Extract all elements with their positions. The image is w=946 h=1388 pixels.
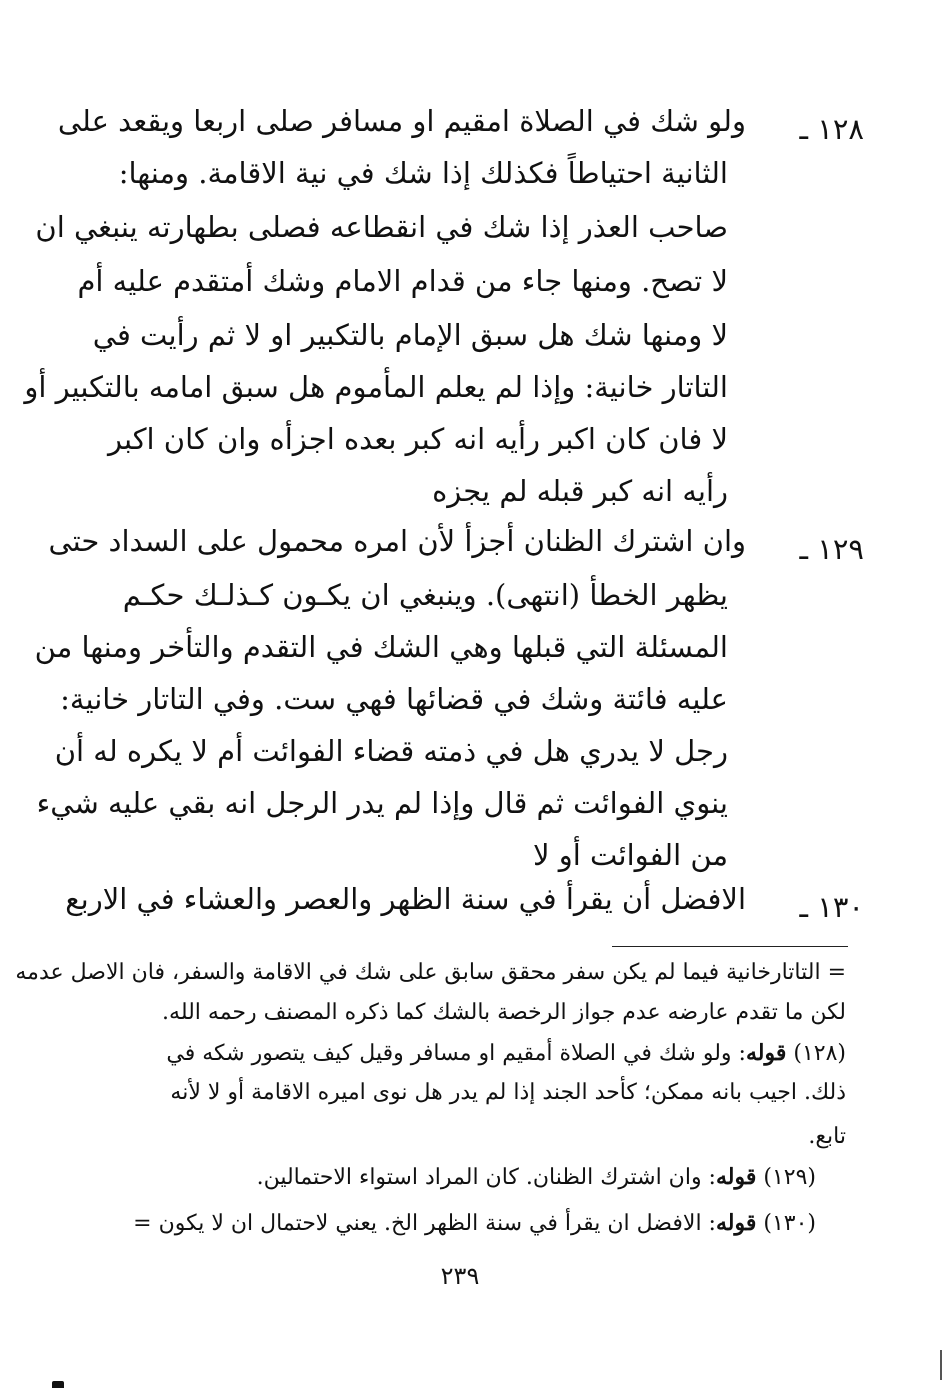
text-line: رأيه انه كبر قبله لم يجزه xyxy=(432,474,728,508)
paragraph-number-128: ١٢٨ ـ xyxy=(799,112,864,146)
footnote-ref-129: (١٢٩) xyxy=(763,1165,816,1190)
text-line: التاتار خانية: وإذا لم يعلم المأموم هل سبق امامه بالتكبير أو xyxy=(24,370,728,404)
footnote-line: تابع. xyxy=(808,1124,846,1149)
footnote-line: = التاتارخانية فيما لم يكن سفر محقق سابق على شك في الاقامة والسفر، فان الاصل عدمه xyxy=(15,960,846,985)
footnote-130 xyxy=(116,1210,816,1236)
footnote-text-128: : ولو شك في الصلاة أمقيم او مسافر وقيل كيف يتصور شكه في xyxy=(166,1041,746,1066)
paragraph-number-129: ١٢٩ ـ xyxy=(799,532,864,566)
scan-edge-mark xyxy=(940,1350,942,1380)
text-line: ولو شك في الصلاة امقيم او مسافر صلى اربعا ويقعد على xyxy=(57,104,746,138)
text-line: صاحب العذر إذا شك في انقطاعه فصلى بطهارته ينبغي ان xyxy=(35,210,728,244)
text-line: لا ومنها شك هل سبق الإمام بالتكبير او لا ثم رأيت في xyxy=(92,318,728,352)
footnote-line: ذلك. اجيب بانه ممكن؛ كأحد الجند إذا لم يدر هل نوى اميره الاقامة أو لا لأنه xyxy=(170,1080,846,1105)
text-line: لا تصح. ومنها جاء من قدام الامام وشك أمتقدم عليه أم xyxy=(77,264,728,298)
footnote-qawluh: قوله xyxy=(745,1040,787,1066)
text-line: المسئلة التي قبلها وهي الشك في التقدم والتأخر ومنها من xyxy=(34,630,728,664)
text-line: عليه فائتة وشك في قضائها فهي ست. وفي التاتار خانية: xyxy=(60,682,728,716)
footnote-text-129: : وان اشترك الظنان. كان المراد استواء الاحتمالين. xyxy=(256,1165,716,1190)
footnote-line: لكن ما تقدم عارضه عدم جواز الرخصة بالشك كما ذكره المصنف رحمه الله. xyxy=(162,1000,846,1025)
text-line: رجل لا يدري هل في ذمته قضاء الفوائت أم لا يكره له أن xyxy=(54,734,728,768)
footnote-128 xyxy=(86,1040,846,1066)
text-line: الثانية احتياطاً فكذلك إذا شك في نية الاقامة. ومنها: xyxy=(118,156,728,190)
text-line: الافضل أن يقرأ في سنة الظهر والعصر والعشاء في الاربع xyxy=(65,882,746,916)
text-line: ينوي الفوائت ثم قال وإذا لم يدر الرجل انه بقي عليه شيء xyxy=(36,786,728,820)
footnote-qawluh: قوله xyxy=(715,1210,757,1236)
footnote-ref-128: (١٢٨) xyxy=(793,1041,846,1066)
paragraph-number-130: ١٣٠ ـ xyxy=(799,890,864,924)
footnote-ref-130: (١٣٠) xyxy=(763,1211,816,1236)
text-line: لا فان كان اكبر رأيه انه كبر بعده اجزأه وان كان اكبر xyxy=(107,422,728,456)
page-number: ٢٣٩ xyxy=(440,1262,480,1290)
footnote-129 xyxy=(116,1164,816,1190)
text-line: يظهر الخطأ (انتهى). وينبغي ان يكـون كـذلـك حكـم xyxy=(122,578,728,612)
footnote-text-130: : الافضل ان يقرأ في سنة الظهر الخ. يعني لاحتمال ان لا يكون = xyxy=(133,1211,716,1236)
footnote-separator xyxy=(612,946,848,947)
text-line: من الفوائت أو لا xyxy=(532,838,728,872)
scan-corner-mark xyxy=(52,1381,64,1388)
footnote-qawluh: قوله xyxy=(715,1164,757,1190)
text-line: وان اشترك الظنان أجزأ لأن امره محمول على السداد حتى xyxy=(48,524,746,558)
